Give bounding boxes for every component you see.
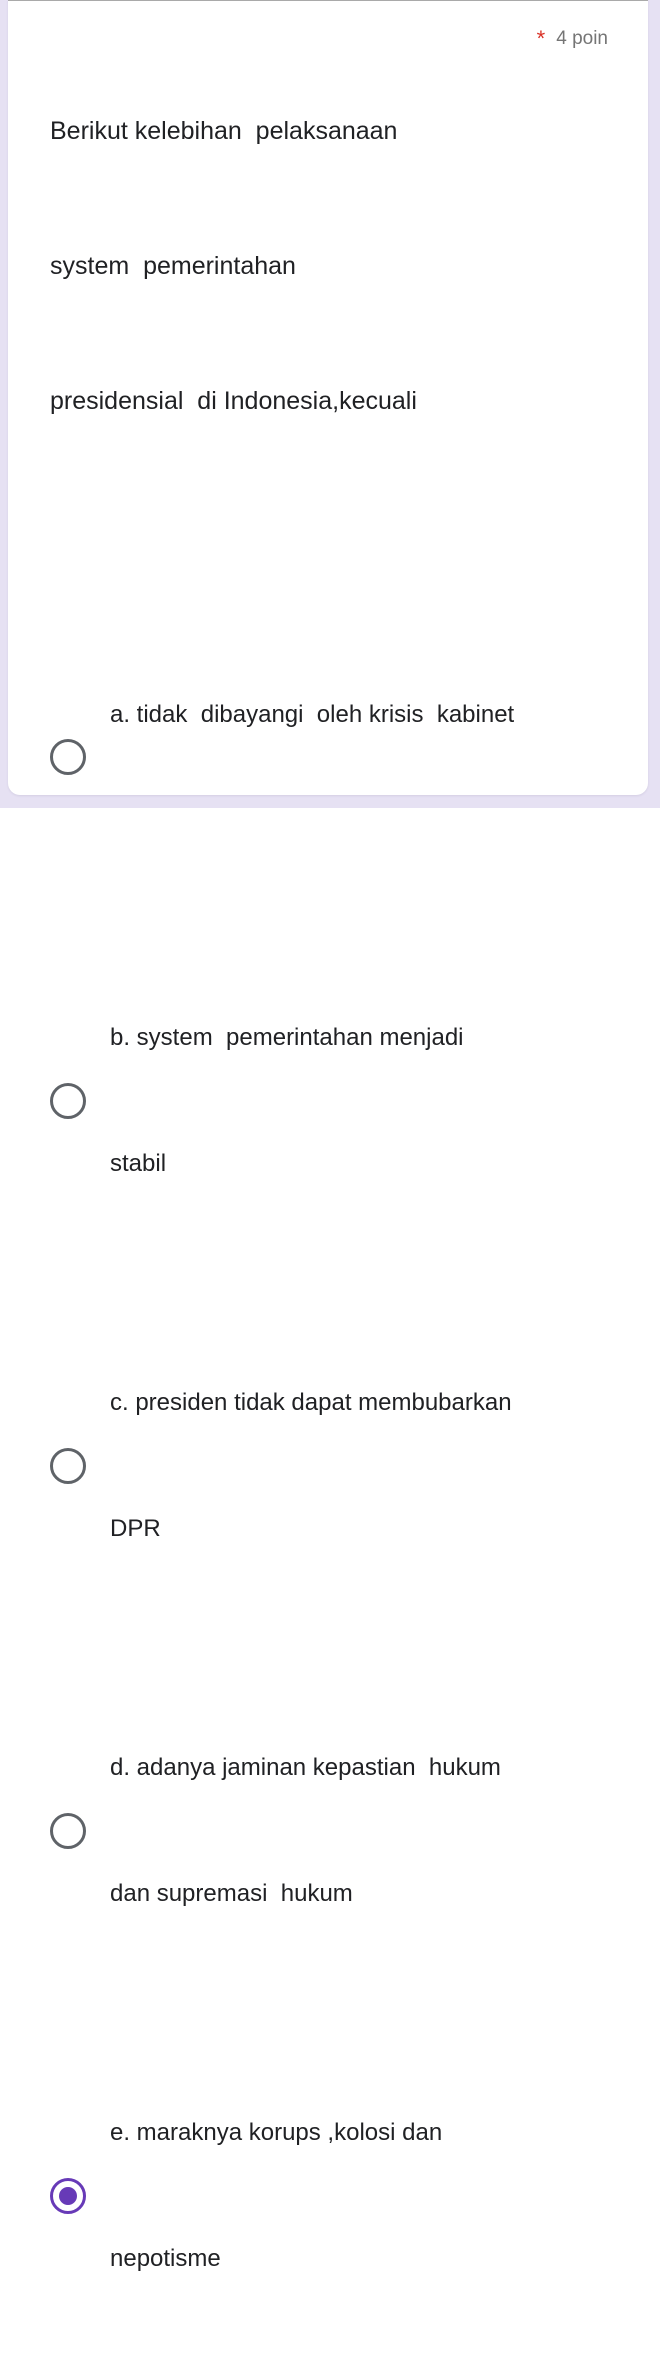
- option-line: dan supremasi hukum: [110, 1880, 353, 1907]
- option-label-e: [110, 2028, 442, 2364]
- option-line: DPR: [110, 1515, 161, 1542]
- radio-button-c[interactable]: [50, 1448, 86, 1484]
- option-label-c: [110, 1298, 512, 1634]
- radio-button-b[interactable]: [50, 1083, 86, 1119]
- radio-button-a[interactable]: [50, 739, 86, 775]
- points-area: [537, 19, 608, 52]
- points-label: 4 poin: [556, 28, 608, 49]
- option-line: nepotisme: [110, 2245, 221, 2272]
- question-title-line: presidensial di Indonesia,kecuali: [50, 387, 417, 415]
- question-title-line: system pemerintahan: [50, 252, 296, 280]
- option-a[interactable]: [50, 610, 608, 904]
- option-line: d. adanya jaminan kepastian hukum: [110, 1754, 501, 1781]
- question-card: [8, 0, 648, 2272]
- radio-button-d[interactable]: [50, 1813, 86, 1849]
- question-title-line: Berikut kelebihan pelaksanaan: [50, 117, 398, 145]
- option-line: c. presiden tidak dapat membubarkan: [110, 1389, 512, 1416]
- option-line: a. tidak dibayangi oleh krisis kabinet: [110, 701, 515, 728]
- option-e[interactable]: [50, 2028, 608, 2364]
- question-header: [50, 19, 608, 514]
- radio-dot-icon: [59, 2187, 77, 2205]
- option-d[interactable]: [50, 1663, 608, 1999]
- required-asterisk: *: [536, 26, 546, 51]
- option-label-b: [110, 933, 464, 1269]
- option-label-a: [110, 610, 514, 904]
- options-list: [50, 610, 608, 2364]
- option-line: b. system pemerintahan menjadi: [110, 1024, 464, 1051]
- option-label-d: [110, 1663, 501, 1999]
- radio-button-e[interactable]: [50, 2178, 86, 2214]
- option-c[interactable]: [50, 1298, 608, 1634]
- option-line: e. maraknya korups ,kolosi dan: [110, 2119, 443, 2146]
- option-b[interactable]: [50, 933, 608, 1269]
- question-title: [50, 19, 537, 514]
- option-line: stabil: [110, 1150, 167, 1177]
